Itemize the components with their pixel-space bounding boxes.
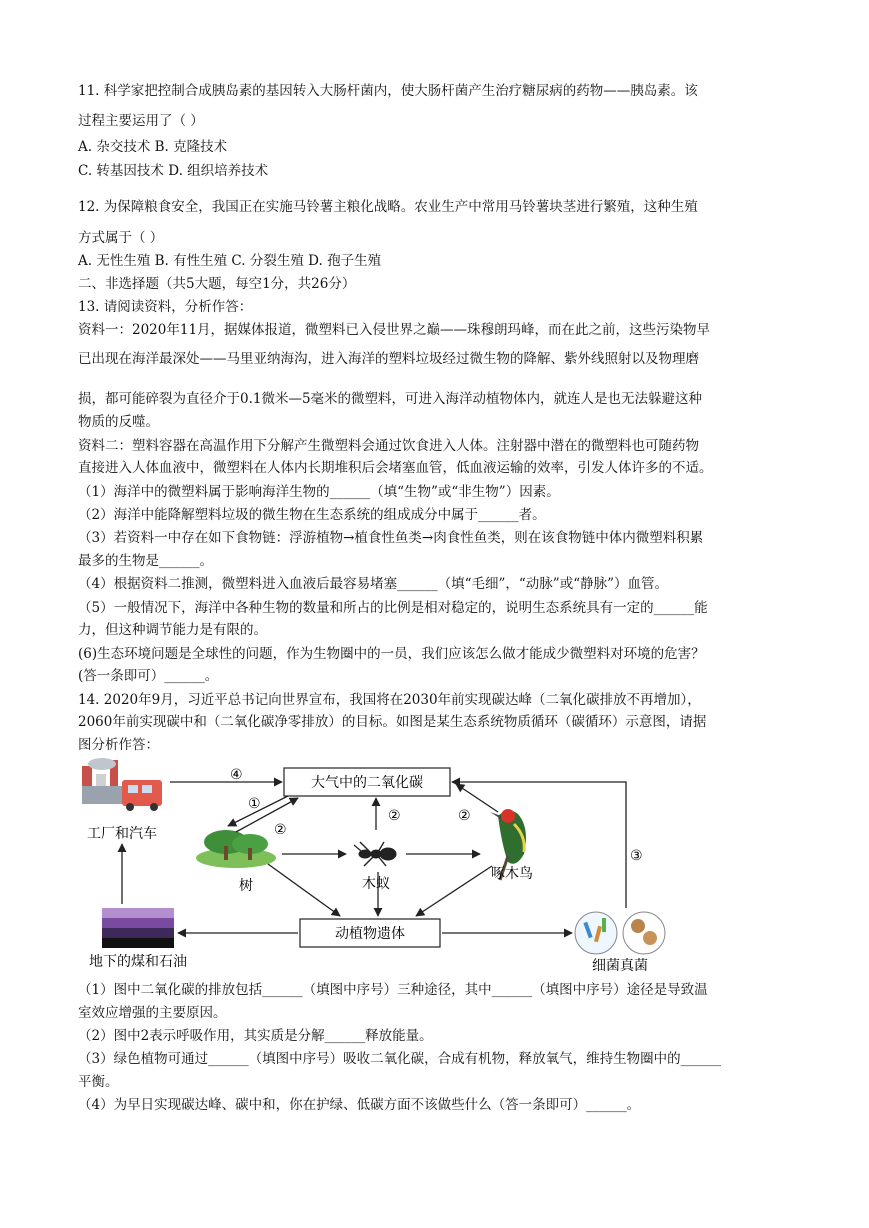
- q11-line2: 过程主要运用了（ ）: [78, 113, 204, 129]
- coal-oil-label: 地下的煤和石油: [89, 954, 187, 970]
- woodpecker-label: 啄木鸟: [491, 866, 533, 882]
- q11-line1: 11. 科学家把控制合成胰岛素的基因转入大肠杆菌内，使大肠杆菌产生治疗糖尿病的药物——胰岛素。该: [78, 83, 698, 99]
- ant-icon: [354, 842, 396, 866]
- q14-line1: 14. 2020年9月，习近平总书记向世界宣布，我国将在2030年前实现碳达峰（二氧化碳排放不再增加），: [78, 692, 701, 708]
- q14-line2: 2060年前实现碳中和（二氧化碳净零排放）的目标。如图是某生态系统物质循环（碳循环）示意图，请据: [78, 714, 707, 730]
- q13-sub6-line1: (6)生态环境问题是全球性的问题，作为生物圈中的一员，我们应该怎么做才能成少微塑料对环境的危害？: [78, 646, 705, 662]
- marker-2-bird: ②: [458, 808, 471, 824]
- q14-line3: 图分析作答：: [78, 737, 159, 753]
- tree-label: 树: [239, 878, 253, 894]
- q13-sub3-line2: 最多的生物是______。: [78, 553, 213, 569]
- factory-icon: [82, 758, 162, 811]
- q14-sub3-line2: 平衡。: [78, 1074, 119, 1090]
- q13-sub4: （4）根据资料二推测，微塑料进入血液后最容易堵塞______（填“毛细”，“动脉”或“静脉”）血管。: [78, 576, 668, 592]
- marker-2-ant: ②: [388, 808, 401, 824]
- q13-sub1: （1）海洋中的微塑料属于影响海洋生物的______（填“生物”或“非生物”）因素。: [78, 484, 560, 500]
- section-heading: 二、非选择题（共5大题，每空1分，共26分）: [78, 276, 356, 292]
- q11-options-cd: C. 转基因技术 D. 组织培养技术: [78, 163, 269, 179]
- coal-oil-icon: [102, 908, 174, 948]
- q13-material1-line1: 资料一：2020年11月，据媒体报道，微塑料已入侵世界之巅——珠穆朗玛峰，而在此之前，这些污染物早: [78, 322, 711, 338]
- marker-4: ④: [230, 767, 243, 783]
- q13-sub6-line2: (答一条即可）______。: [78, 668, 219, 684]
- microbes-label: 细菌真菌: [592, 958, 648, 974]
- marker-3: ③: [630, 848, 643, 864]
- q13-material2-line1: 资料二：塑料容器在高温作用下分解产生微塑料会通过饮食进入人体。注射器中潜在的微塑料也可随药物: [78, 438, 699, 454]
- q13-sub5-line2: 力，但这种调节能力是有限的。: [78, 622, 267, 638]
- atmosphere-label: 大气中的二氧化碳: [311, 775, 423, 791]
- q13-material1-line4: 物质的反噬。: [78, 414, 159, 430]
- microbes-icon: [575, 912, 665, 954]
- q14-sub1-line1: （1）图中二氧化碳的排放包括______（填图中序号）三种途径，其中______（填图中序号）途径是导致温: [78, 982, 708, 998]
- q13-sub3-line1: （3）若资料一中存在如下食物链：浮游植物→植食性鱼类→肉食性鱼类，则在该食物链中体内微塑料积累: [78, 530, 704, 546]
- carbon-cycle-diagram: [78, 756, 698, 978]
- q14-sub2: （2）图中2表示呼吸作用，其实质是分解______释放能量。: [78, 1028, 433, 1044]
- tree-icon: [196, 830, 276, 868]
- marker-1: ①: [248, 796, 261, 812]
- q13-stem: 13. 请阅读资料，分析作答：: [78, 299, 253, 315]
- q11-options-ab: A. 杂交技术 B. 克隆技术: [78, 139, 228, 155]
- q14-sub3-line1: （3）绿色植物可通过______（填图中序号）吸收二氧化碳，合成有机物，释放氧气，维持生物圈中的______: [78, 1051, 722, 1067]
- q12-options: A. 无性生殖 B. 有性生殖 C. 分裂生殖 D. 孢子生殖: [78, 253, 382, 269]
- q13-sub2: （2）海洋中能降解塑料垃圾的微生物在生态系统的组成成分中属于______者。: [78, 507, 546, 523]
- q12-line1: 12. 为保障粮食安全，我国正在实施马铃薯主粮化战略。农业生产中常用马铃薯块茎进行繁殖，这种生殖: [78, 199, 698, 215]
- q13-sub5-line1: （5）一般情况下，海洋中各种生物的数量和所占的比例是相对稳定的，说明生态系统具有一定的______能: [78, 600, 708, 616]
- q13-material1-line3: 损，都可能碎裂为直径介于0.1微米—5毫米的微塑料，可进入海洋动植物体内，就连人是也无法躲避这种: [78, 391, 703, 407]
- q14-sub4: （4）为早日实现碳达峰、碳中和，你在护绿、低碳方面不该做些什么（答一条即可）______。: [78, 1097, 641, 1113]
- remains-label: 动植物遗体: [335, 926, 405, 942]
- q13-material2-line2: 直接进入人体血液中，微塑料在人体内长期堆积后会堵塞血管，低血液运输的效率，引发人体许多的不适。: [78, 460, 713, 476]
- marker-2-tree: ②: [274, 822, 287, 838]
- ant-label: 木蚁: [362, 876, 390, 892]
- q13-material1-line2: 已出现在海洋最深处——马里亚纳海沟，进入海洋的塑料垃圾经过微生物的降解、紫外线照射以及物理磨: [78, 351, 699, 367]
- factory-label: 工厂和汽车: [87, 826, 157, 842]
- q14-sub1-line2: 室效应增强的主要原因。: [78, 1005, 227, 1021]
- q12-line2: 方式属于（ ）: [78, 230, 164, 246]
